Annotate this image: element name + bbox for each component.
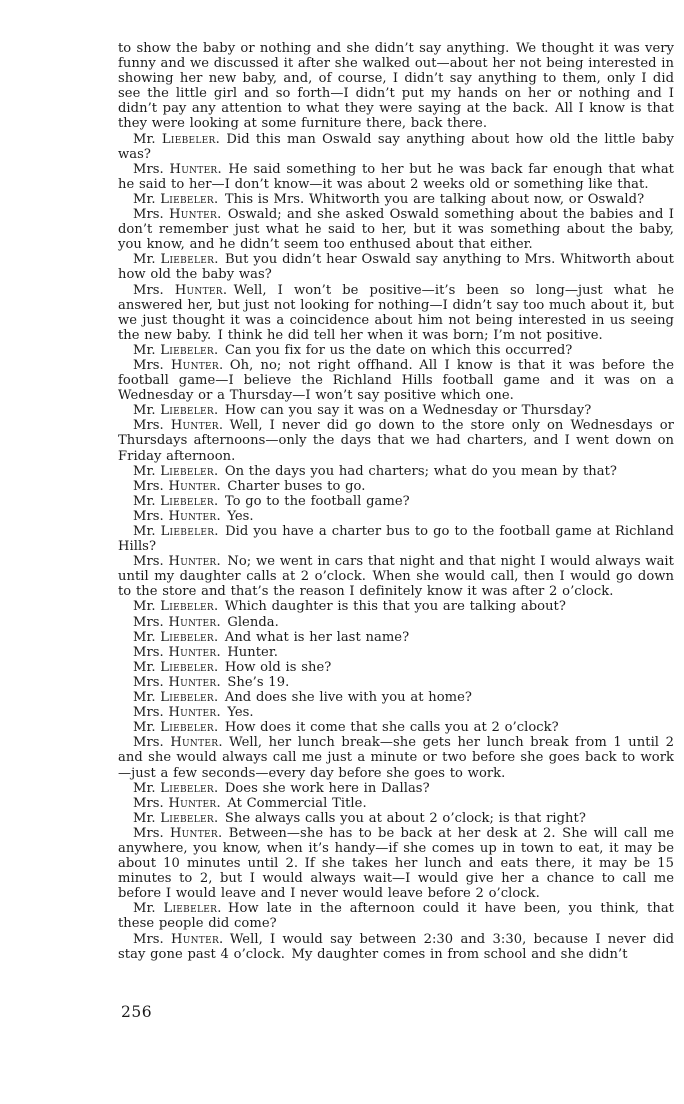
speech-text: She’s 19.: [227, 674, 290, 690]
speaker-label: [133, 509, 227, 524]
speech-text: to show the baby or nothing and she didn’t say anything. We thought it was very funny and we discussed it after she walked out—about her not being interested in showing her new baby, and, of course, I didn’t say anything to them, only I did see the little girl and so forth—I didn’t put my hands on her or nothing and I didn’t pay any attention to what they were saying at the back. All I know is that they were looking at some furniture there, back there.: [118, 41, 674, 132]
transcript-paragraph: [118, 403, 674, 418]
speaker-prefix: Mrs.: [133, 418, 171, 434]
speaker-name: Liebeler: [160, 342, 214, 358]
speaker-label: [133, 494, 225, 509]
speaker-name: Hunter: [174, 282, 223, 298]
speech-text: Yes.: [227, 508, 254, 524]
speaker-prefix: Mrs.: [133, 644, 169, 660]
speech-text: Can you fix for us the date on which this occurred?: [224, 342, 573, 358]
speaker-name: Liebeler: [160, 720, 214, 736]
speaker-name: Liebeler: [160, 403, 214, 419]
speaker-label: [133, 418, 230, 433]
speech-text: Does she work here in Dallas?: [224, 780, 430, 796]
speaker-punctuation: .: [216, 554, 228, 570]
speech-text: On the days you had charters; what do you mean by that?: [224, 463, 617, 479]
speaker-prefix: Mr.: [133, 463, 161, 479]
speaker-label: [133, 735, 229, 750]
transcript-paragraph: [118, 660, 674, 675]
transcript-text-block: [118, 41, 674, 962]
speaker-punctuation: .: [217, 161, 229, 177]
speaker-punctuation: .: [219, 931, 230, 947]
speaker-prefix: Mrs.: [133, 735, 171, 751]
speaker-label: [133, 554, 227, 569]
speaker-name: Liebeler: [160, 493, 214, 509]
speaker-name: Hunter: [168, 795, 217, 811]
speech-text: Well, I won’t be positive—it’s been so long—just what he answered her, but just not looking for nothing—I didn’t say too much about it, but we just thought it was a coincidence about him not being interested in us seeing the new baby. I think he did tell her when it was born; I’m not positive.: [118, 282, 675, 343]
transcript-paragraph: [118, 826, 674, 901]
speaker-name: Liebeler: [160, 524, 215, 539]
speaker-prefix: Mr.: [133, 629, 161, 645]
speaker-punctuation: .: [215, 131, 227, 147]
speaker-name: Hunter: [170, 357, 219, 373]
speaker-punctuation: .: [214, 780, 225, 796]
transcript-paragraph: [118, 479, 674, 494]
speaker-name: Hunter: [168, 674, 217, 690]
speaker-punctuation: .: [214, 720, 225, 736]
speech-text: She always calls you at about 2 o’clock; is that right?: [224, 810, 586, 826]
transcript-paragraph: [118, 343, 674, 358]
speaker-label: [133, 660, 225, 675]
speaker-punctuation: .: [214, 252, 225, 268]
speaker-punctuation: .: [216, 705, 228, 721]
speaker-label: [133, 901, 228, 916]
speaker-name: Hunter: [170, 418, 219, 434]
transcript-paragraph: [118, 705, 674, 720]
speaker-prefix: Mr.: [133, 131, 162, 147]
speech-text: And what is her last name?: [224, 629, 410, 645]
speaker-prefix: Mrs.: [133, 674, 169, 690]
speaker-label: [133, 811, 225, 826]
speaker-punctuation: .: [216, 614, 228, 630]
speaker-name: Hunter: [168, 705, 217, 721]
transcript-paragraph: [118, 207, 674, 252]
transcript-paragraph: [118, 615, 674, 630]
speaker-punctuation: .: [216, 478, 228, 494]
speaker-name: Liebeler: [163, 901, 218, 917]
transcript-paragraph: [118, 162, 674, 192]
speaker-name: Liebeler: [160, 599, 214, 615]
speaker-prefix: Mrs.: [133, 614, 169, 630]
speaker-prefix: Mr.: [133, 403, 161, 419]
speaker-punctuation: .: [214, 493, 225, 509]
speech-text: At Commercial Title.: [227, 795, 367, 811]
speech-text: How can you say it was on a Wednesday or Thursday?: [224, 403, 592, 419]
speaker-name: Liebeler: [160, 191, 214, 207]
speech-text: Glenda.: [227, 614, 279, 630]
speaker-label: [133, 479, 227, 494]
speaker-name: Hunter: [168, 554, 217, 570]
speech-text: Oh, no; not right offhand. All I know is that it was before the football game—I believe the Richland Hills football game and it was on a Wednesday or a Thursday—I won’t say positive which one.: [118, 357, 675, 404]
speaker-punctuation: .: [214, 191, 225, 207]
transcript-paragraph: [118, 358, 674, 403]
speech-text: But you didn’t hear Oswald say anything to Mrs. Whitworth about how old the baby was?: [118, 252, 674, 283]
speaker-name: Hunter: [171, 931, 220, 947]
transcript-paragraph: [118, 41, 674, 132]
speaker-prefix: Mr.: [133, 191, 161, 207]
speaker-name: Hunter: [169, 825, 218, 841]
transcript-paragraph: [118, 811, 674, 826]
speech-text: How late in the afternoon could it have been, you think, that these people did come?: [118, 901, 674, 932]
speaker-label: [133, 645, 227, 660]
speaker-punctuation: .: [222, 282, 234, 298]
speaker-prefix: Mrs.: [133, 282, 175, 298]
speaker-name: Hunter: [168, 508, 217, 524]
speaker-prefix: Mr.: [133, 690, 161, 706]
transcript-paragraph: [118, 252, 674, 282]
transcript-paragraph: [118, 735, 674, 780]
speech-text: Well, her lunch break—she gets her lunch break from 1 until 2 and she would always call me just a minute or two before she goes back to work—just a few seconds—every day before she goes to work.: [118, 735, 674, 781]
transcript-paragraph: [118, 283, 674, 343]
transcript-paragraph: [118, 494, 674, 509]
speaker-punctuation: .: [214, 810, 225, 826]
transcript-paragraph: [118, 464, 674, 479]
speaker-label: [133, 192, 225, 207]
transcript-paragraph: [118, 796, 674, 811]
speaker-punctuation: .: [218, 735, 230, 751]
page-number: 256: [121, 1003, 153, 1021]
speaker-punctuation: .: [216, 508, 228, 524]
transcript-paragraph: [118, 901, 674, 931]
transcript-paragraph: [118, 675, 674, 690]
speaker-label: [133, 615, 227, 630]
speaker-label: [133, 932, 230, 947]
speaker-label: [133, 162, 228, 177]
speaker-prefix: Mrs.: [133, 478, 169, 494]
speaker-prefix: Mrs.: [133, 508, 169, 524]
speech-text: Well, I never did go down to the store only on Wednesdays or Thursdays afternoons—only the days that we had charters, and I went down on Friday afternoon.: [118, 418, 674, 464]
speaker-punctuation: .: [216, 644, 228, 660]
speaker-label: [133, 358, 230, 373]
transcript-paragraph: [118, 645, 674, 660]
speaker-label: [133, 132, 226, 147]
speaker-label: [133, 826, 229, 841]
speaker-name: Hunter: [168, 478, 217, 494]
speaker-punctuation: .: [214, 690, 225, 706]
speaker-punctuation: .: [218, 418, 230, 434]
speaker-punctuation: .: [214, 629, 225, 645]
speaker-prefix: Mrs.: [133, 705, 169, 721]
speaker-punctuation: .: [216, 795, 228, 811]
speaker-prefix: Mr.: [133, 342, 161, 358]
speaker-name: Hunter: [168, 644, 217, 660]
transcript-paragraph: [118, 509, 674, 524]
speech-text: How does it come that she calls you at 2 o’clock?: [224, 720, 559, 736]
speaker-prefix: Mrs.: [133, 161, 170, 177]
speaker-punctuation: .: [214, 524, 226, 539]
speaker-name: Liebeler: [160, 252, 215, 268]
speaker-name: Liebeler: [160, 810, 214, 826]
speech-text: How old is she?: [224, 659, 332, 675]
speaker-punctuation: .: [214, 599, 225, 615]
speaker-prefix: Mr.: [133, 720, 161, 736]
transcript-paragraph: [118, 932, 674, 962]
transcript-paragraph: [118, 524, 674, 554]
speaker-label: [133, 283, 234, 298]
speaker-name: Liebeler: [160, 629, 214, 645]
speaker-name: Hunter: [170, 735, 219, 751]
transcript-paragraph: [118, 418, 674, 463]
speaker-label: [133, 630, 225, 645]
speaker-prefix: Mr.: [133, 810, 161, 826]
speech-text: Hunter.: [227, 644, 278, 660]
speech-text: Oswald; and she asked Oswald something about the babies and I don’t remember just what he said to her, but it was something about the baby, you know, and he didn’t seem too enthused about that either.: [118, 207, 674, 253]
speaker-prefix: Mr.: [133, 599, 161, 615]
speech-text: Between—she has to be back at her desk at 2. She will call me anywhere, you know, when it’s handy—if she comes up in town to eat, it may be about 10 minutes until 2. If she takes her lunch and eats there, it may be 15 minutes to 2, but I would always wait—I would give her a chance to call me before I would leave and I never would leave before 2 o’clock.: [118, 825, 674, 902]
speaker-punctuation: .: [219, 357, 230, 373]
speaker-name: Liebeler: [160, 659, 214, 675]
speaker-prefix: Mr.: [133, 493, 161, 509]
speaker-name: Hunter: [168, 614, 217, 630]
speaker-name: Liebeler: [161, 131, 216, 147]
speaker-prefix: Mrs.: [133, 931, 172, 947]
speech-text: Did you have a charter bus to go to the football game at Richland Hills?: [118, 524, 674, 555]
speaker-prefix: Mrs.: [133, 207, 170, 223]
speaker-prefix: Mr.: [133, 659, 161, 675]
speaker-punctuation: .: [214, 403, 225, 419]
speech-text: And does she live with you at home?: [224, 690, 472, 706]
speaker-punctuation: .: [217, 901, 228, 917]
transcript-paragraph: [118, 630, 674, 645]
speaker-punctuation: .: [217, 207, 228, 223]
speaker-label: [133, 524, 225, 539]
speech-text: Charter buses to go.: [227, 478, 366, 494]
speech-text: He said something to her but he was back far enough that what he said to her—I don’t know—it was about 2 weeks old or something like that.: [118, 161, 674, 192]
speaker-label: [133, 781, 225, 796]
speaker-prefix: Mr.: [133, 524, 161, 539]
speaker-label: [133, 675, 227, 690]
speech-text: No; we went in cars that night and that night I would always wait until my daughter calls at 2 o’clock. When she would call, then I would go down to the store and that’s the reason I definitely know it was after 2 o’clock.: [118, 554, 674, 600]
speech-text: Did this man Oswald say anything about how old the little baby was?: [118, 131, 674, 162]
speech-text: Yes.: [227, 705, 254, 721]
speaker-name: Hunter: [169, 207, 218, 223]
speaker-name: Liebeler: [160, 690, 214, 706]
speech-text: This is Mrs. Whitworth you are talking about now, or Oswald?: [224, 191, 645, 207]
speaker-label: [133, 403, 225, 418]
speaker-name: Hunter: [169, 161, 218, 177]
speaker-label: [133, 796, 227, 811]
speaker-label: [133, 599, 225, 614]
speaker-prefix: Mrs.: [133, 795, 169, 811]
transcript-paragraph: [118, 781, 674, 796]
speech-text: Well, I would say between 2:30 and 3:30, because I never did stay gone past 4 o’clock. My daughter comes in from school and she didn’t: [118, 931, 674, 962]
speech-text: Which daughter is this that you are talking about?: [224, 599, 566, 615]
speaker-punctuation: .: [214, 463, 225, 479]
speaker-label: [133, 720, 225, 735]
transcript-paragraph: [118, 720, 674, 735]
speaker-label: [133, 690, 225, 705]
speaker-prefix: Mrs.: [133, 357, 171, 373]
transcript-paragraph: [118, 690, 674, 705]
speaker-label: [133, 343, 225, 358]
speech-text: To go to the football game?: [224, 493, 410, 509]
speaker-label: [133, 207, 228, 222]
speaker-label: [133, 252, 225, 267]
speaker-punctuation: .: [214, 659, 225, 675]
speaker-prefix: Mr.: [133, 901, 164, 917]
transcript-paragraph: [118, 599, 674, 614]
speaker-label: [133, 705, 227, 720]
speaker-label: [133, 464, 225, 479]
speaker-prefix: Mr.: [133, 780, 161, 796]
transcript-paragraph: [118, 192, 674, 207]
speaker-punctuation: .: [217, 825, 229, 841]
speaker-name: Liebeler: [160, 780, 214, 796]
speaker-punctuation: .: [216, 674, 228, 690]
speaker-prefix: Mr.: [133, 252, 161, 268]
speaker-prefix: Mrs.: [133, 825, 170, 841]
transcript-paragraph: [118, 132, 674, 162]
speaker-name: Liebeler: [160, 463, 214, 479]
speaker-punctuation: .: [214, 342, 225, 358]
speaker-prefix: Mrs.: [133, 554, 169, 570]
transcript-paragraph: [118, 554, 674, 599]
